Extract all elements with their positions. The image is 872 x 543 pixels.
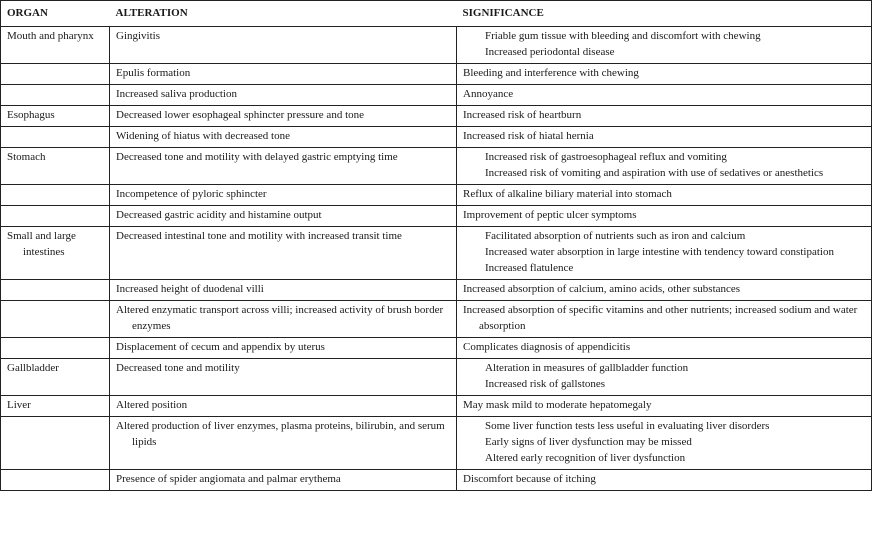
table-row — [1, 338, 872, 359]
alteration-text: Decreased gastric acidity and histamine output — [116, 209, 322, 221]
significance-item: Alteration in measures of gallbladder function — [485, 362, 689, 374]
organ-text: Gallbladder — [7, 362, 59, 374]
significance-item: Bleeding and interference with chewing — [463, 67, 639, 79]
header-organ: ORGAN — [1, 1, 110, 27]
alteration-cell — [110, 206, 457, 227]
significance-item: Increased risk of hiatal hernia — [463, 130, 594, 142]
alteration-text: Widening of hiatus with decreased tone — [116, 130, 290, 142]
significance-cell — [457, 206, 872, 227]
significance-item: Early signs of liver dysfunction may be missed — [485, 436, 692, 448]
organ-cell — [1, 338, 110, 359]
significance-cell — [457, 227, 872, 280]
alteration-cell — [110, 301, 457, 338]
significance-cell — [457, 127, 872, 148]
significance-item: Friable gum tissue with bleeding and discomfort with chewing — [485, 30, 761, 42]
table-row — [1, 206, 872, 227]
significance-cell — [457, 417, 872, 470]
organ-cell — [1, 206, 110, 227]
alteration-text: Decreased tone and motility — [116, 362, 240, 374]
alteration-text: Epulis formation — [116, 67, 191, 79]
table-row — [1, 64, 872, 85]
alteration-text: Altered position — [116, 399, 188, 411]
table-row — [1, 85, 872, 106]
significance-cell — [457, 396, 872, 417]
significance-cell — [457, 64, 872, 85]
alteration-cell — [110, 27, 457, 64]
significance-cell — [457, 185, 872, 206]
significance-item: Some liver function tests less useful in evaluating liver disorders — [485, 420, 770, 432]
alteration-cell — [110, 185, 457, 206]
alteration-text: Displacement of cecum and appendix by uterus — [116, 341, 325, 353]
table-row — [1, 417, 872, 470]
significance-item: Discomfort because of itching — [463, 473, 596, 485]
alteration-text: Increased height of duodenal villi — [116, 283, 264, 295]
organ-cell — [1, 127, 110, 148]
table-row — [1, 396, 872, 417]
alteration-text: Increased saliva production — [116, 88, 237, 100]
organ-cell — [1, 301, 110, 338]
table-row — [1, 148, 872, 185]
significance-item: Annoyance — [463, 88, 514, 100]
alteration-cell — [110, 106, 457, 127]
table-row — [1, 280, 872, 301]
alteration-text: Decreased lower esophageal sphincter pressure and tone — [116, 109, 365, 121]
significance-item: May mask mild to moderate hepatomegaly — [463, 399, 652, 411]
organ-cell — [1, 85, 110, 106]
table-row — [1, 185, 872, 206]
significance-item: Increased absorption of calcium, amino acids, other substances — [463, 283, 741, 295]
significance-cell — [457, 27, 872, 64]
table-row — [1, 470, 872, 491]
table-row — [1, 127, 872, 148]
alteration-text: Gingivitis — [116, 30, 161, 42]
significance-item: Increased water absorption in large intestine with tendency toward constipation — [485, 246, 834, 258]
significance-cell — [457, 148, 872, 185]
organ-cell — [1, 280, 110, 301]
alteration-text: Decreased tone and motility with delayed gastric emptying time — [116, 151, 398, 163]
significance-cell — [457, 338, 872, 359]
organ-cell — [1, 185, 110, 206]
organ-cell — [1, 396, 110, 417]
alteration-cell — [110, 227, 457, 280]
significance-item: Altered early recognition of liver dysfunction — [485, 452, 686, 464]
significance-item: Reflux of alkaline biliary material into stomach — [463, 188, 672, 200]
organ-cell — [1, 27, 110, 64]
alteration-text: Incompetence of pyloric sphincter — [116, 188, 267, 200]
organ-cell — [1, 470, 110, 491]
alteration-cell — [110, 417, 457, 470]
significance-item: Facilitated absorption of nutrients such as iron and calcium — [485, 230, 746, 242]
organ-cell — [1, 359, 110, 396]
significance-item: Increased risk of gallstones — [485, 378, 606, 390]
significance-cell — [457, 470, 872, 491]
alteration-cell — [110, 148, 457, 185]
significance-cell — [457, 85, 872, 106]
organ-cell — [1, 106, 110, 127]
alteration-cell — [110, 470, 457, 491]
significance-cell — [457, 280, 872, 301]
organ-text: Stomach — [7, 151, 46, 163]
table-row — [1, 359, 872, 396]
significance-item: Increased risk of gastroesophageal reflux and vomiting — [485, 151, 727, 163]
table-row — [1, 301, 872, 338]
organ-text: Small and large intestines — [7, 230, 76, 258]
alteration-text: Altered enzymatic transport across villi; increased activity of brush border enzymes — [116, 304, 444, 332]
significance-item: Increased absorption of specific vitamins and other nutrients; increased sodium and water absorption — [463, 304, 858, 332]
alteration-cell — [110, 280, 457, 301]
table-row — [1, 106, 872, 127]
alteration-cell — [110, 338, 457, 359]
significance-item: Improvement of peptic ulcer symptoms — [463, 209, 637, 221]
alteration-cell — [110, 85, 457, 106]
organ-cell — [1, 148, 110, 185]
table-row — [1, 227, 872, 280]
significance-item: Increased periodontal disease — [485, 46, 615, 58]
table-body — [1, 27, 872, 491]
significance-item: Increased risk of vomiting and aspiration with use of sedatives or anesthetics — [485, 167, 824, 179]
alteration-text: Decreased intestinal tone and motility with increased transit time — [116, 230, 402, 242]
significance-cell — [457, 301, 872, 338]
significance-item: Increased risk of heartburn — [463, 109, 582, 121]
alteration-cell — [110, 64, 457, 85]
alteration-cell — [110, 359, 457, 396]
significance-item: Complicates diagnosis of appendicitis — [463, 341, 631, 353]
significance-cell — [457, 106, 872, 127]
significance-item: Increased flatulence — [485, 262, 574, 274]
organ-text: Esophagus — [7, 109, 55, 121]
alteration-cell — [110, 127, 457, 148]
organ-cell — [1, 417, 110, 470]
significance-cell — [457, 359, 872, 396]
organ-cell — [1, 64, 110, 85]
organ-text: Liver — [7, 399, 31, 411]
alteration-text: Presence of spider angiomata and palmar erythema — [116, 473, 341, 485]
organ-text: Mouth and pharynx — [7, 30, 94, 42]
alteration-cell — [110, 396, 457, 417]
alteration-text: Altered production of liver enzymes, plasma proteins, bilirubin, and serum lipids — [116, 420, 445, 448]
header-significance: SIGNIFICANCE — [457, 1, 872, 27]
table-row — [1, 27, 872, 64]
header-row — [1, 1, 872, 27]
organ-cell — [1, 227, 110, 280]
header-alteration: ALTERATION — [110, 1, 457, 27]
